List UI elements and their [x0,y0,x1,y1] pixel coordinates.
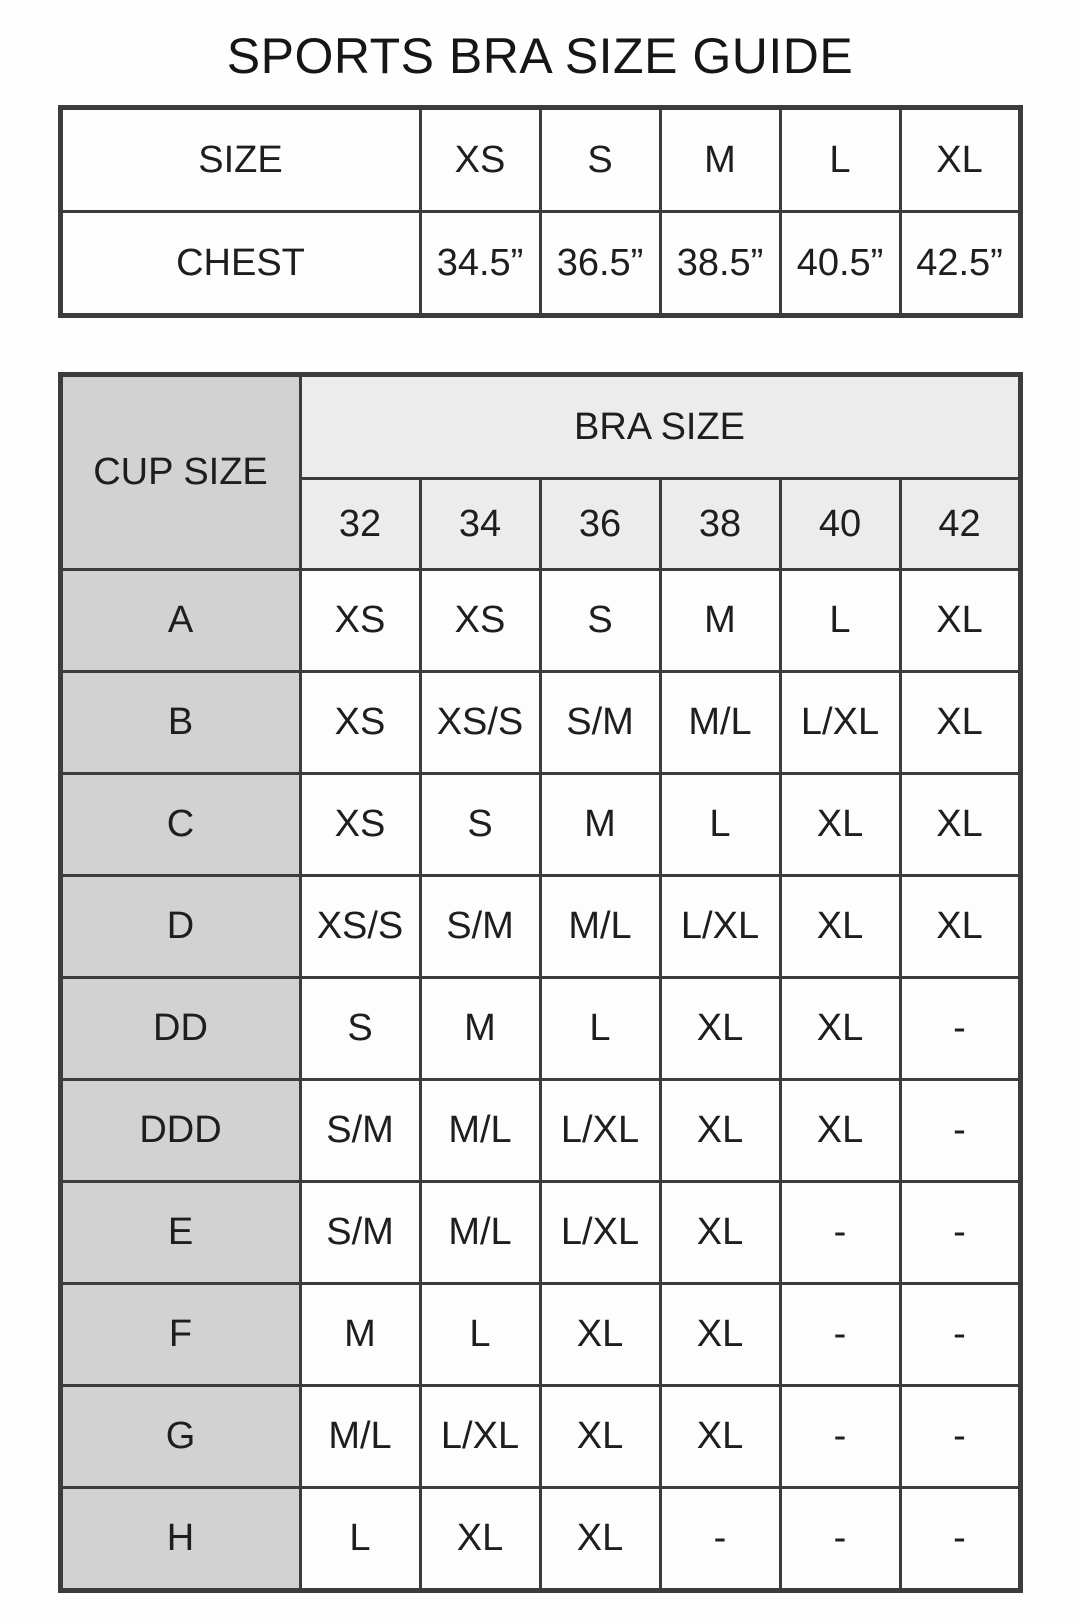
cup-size-corner-label: CUP SIZE [60,375,300,570]
bra-size-band-label: BRA SIZE [300,375,1020,479]
cell: XL [660,1080,780,1182]
cell: XL [420,1488,540,1591]
cup-row-dd [60,978,1020,1080]
cell: - [900,1182,1020,1284]
chest-value-s: 36.5” [540,212,660,316]
cell: XS/S [300,876,420,978]
cell: S/M [420,876,540,978]
cell: XL [780,774,900,876]
cell: - [780,1284,900,1386]
cell: S [420,774,540,876]
cup-label: A [60,570,300,672]
cup-row-h [60,1488,1020,1591]
chest-row-label: CHEST [60,212,420,316]
cup-label: G [60,1386,300,1488]
chest-value-l: 40.5” [780,212,900,316]
cell: XL [540,1386,660,1488]
cell: - [660,1488,780,1591]
cell: L/XL [540,1182,660,1284]
cup-label: B [60,672,300,774]
band-size-32: 32 [300,479,420,570]
cell: XL [900,672,1020,774]
page-title: SPORTS BRA SIZE GUIDE [226,28,854,84]
cup-row-d [60,876,1020,978]
cup-label: F [60,1284,300,1386]
cell: XS [300,672,420,774]
cell: XS/S [420,672,540,774]
cell: - [780,1386,900,1488]
cell: - [780,1488,900,1591]
chest-value-m: 38.5” [660,212,780,316]
cell: S/M [540,672,660,774]
cell: L/XL [780,672,900,774]
band-size-42: 42 [900,479,1020,570]
cell: - [780,1182,900,1284]
band-size-38: 38 [660,479,780,570]
cup-row-f [60,1284,1020,1386]
cell: XS [300,774,420,876]
cell: M/L [660,672,780,774]
cup-row-c [60,774,1020,876]
cell: XL [780,876,900,978]
cell: XL [660,978,780,1080]
cell: M [300,1284,420,1386]
cup-row-g [60,1386,1020,1488]
cell: - [900,1080,1020,1182]
cell: L [420,1284,540,1386]
band-size-36: 36 [540,479,660,570]
cell: XL [900,570,1020,672]
bra-size-band-row [60,375,1020,479]
cell: S [540,570,660,672]
cell: XS [420,570,540,672]
cup-label: H [60,1488,300,1591]
cell: - [900,1488,1020,1591]
cell: - [900,978,1020,1080]
cell: - [900,1386,1020,1488]
cell: XL [900,774,1020,876]
band-size-34: 34 [420,479,540,570]
cell: M/L [420,1182,540,1284]
cup-row-b [60,672,1020,774]
band-size-40: 40 [780,479,900,570]
cell: XL [900,876,1020,978]
cell: S/M [300,1080,420,1182]
size-value-xl: XL [900,108,1020,212]
size-value-xs: XS [420,108,540,212]
size-row-label: SIZE [60,108,420,212]
cup-label: C [60,774,300,876]
cell: XL [780,1080,900,1182]
cell: L [540,978,660,1080]
cell: M [540,774,660,876]
cell: L [300,1488,420,1591]
cell: XL [660,1182,780,1284]
cell: XL [540,1488,660,1591]
cup-label: D [60,876,300,978]
cup-row-e [60,1182,1020,1284]
size-value-s: S [540,108,660,212]
chest-value-xl: 42.5” [900,212,1020,316]
cell: XS [300,570,420,672]
cell: S/M [300,1182,420,1284]
size-row [60,108,1020,212]
size-chest-table [58,105,1023,318]
cell: XL [660,1386,780,1488]
cup-label: E [60,1182,300,1284]
chest-row [60,212,1020,316]
size-value-m: M [660,108,780,212]
size-value-l: L [780,108,900,212]
cell: XL [540,1284,660,1386]
cup-row-ddd [60,1080,1020,1182]
cell: XL [780,978,900,1080]
cup-label: DDD [60,1080,300,1182]
cell: S [300,978,420,1080]
cell: - [900,1284,1020,1386]
cell: L/XL [420,1386,540,1488]
cup-row-a [60,570,1020,672]
cell: M [660,570,780,672]
cell: XL [660,1284,780,1386]
cell: M/L [420,1080,540,1182]
chest-value-xs: 34.5” [420,212,540,316]
cell: L [660,774,780,876]
cup-bra-size-table [58,372,1023,1593]
cup-label: DD [60,978,300,1080]
cell: M/L [300,1386,420,1488]
cell: L/XL [540,1080,660,1182]
cell: M/L [540,876,660,978]
cell: L [780,570,900,672]
cell: L/XL [660,876,780,978]
cell: M [420,978,540,1080]
